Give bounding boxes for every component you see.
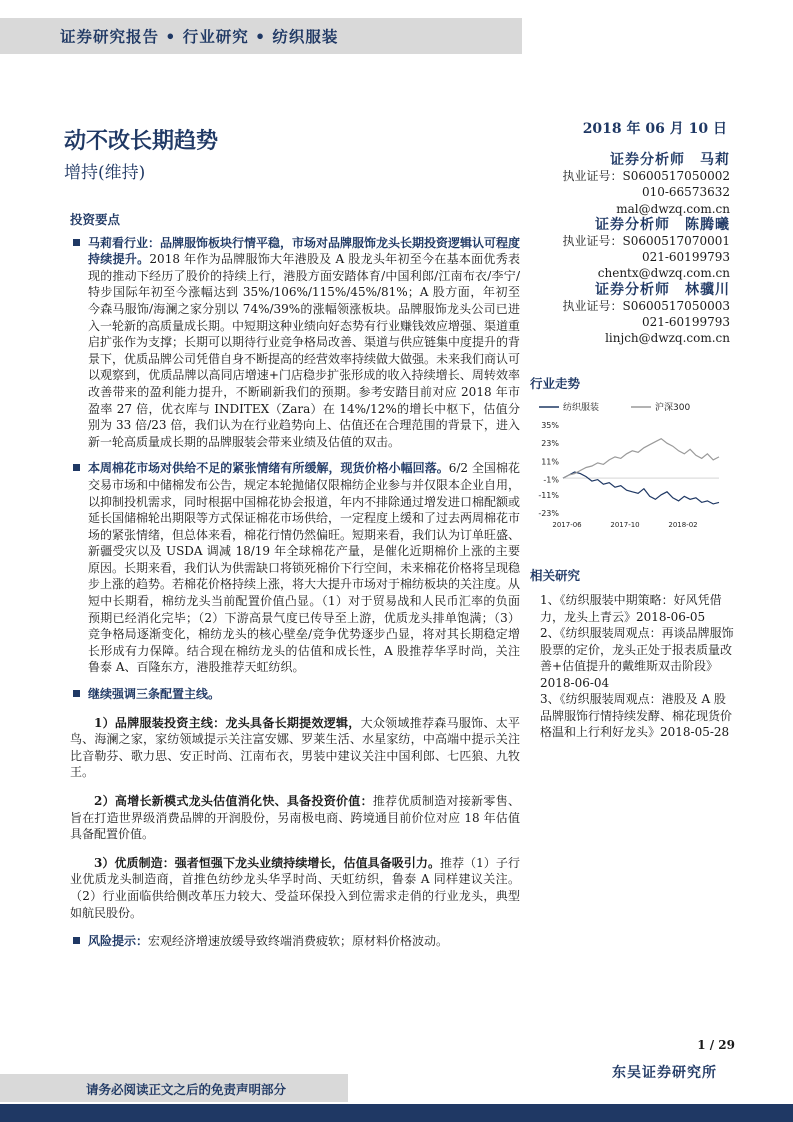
y-tick-label: 23%	[541, 439, 559, 449]
risk-lead: 风险提示：	[88, 934, 149, 949]
disclaimer-band	[0, 1074, 348, 1102]
bullet-square-icon	[73, 690, 80, 697]
bullet-square-icon	[73, 464, 80, 471]
line-body: 推荐（1）子行业优质龙头制造商，首推色纺纱龙头华孚时尚、天虹纺织，鲁泰 A 同样建议关注。（2）行业面临供给侧改革压力较大、受益环保投入到位需求走俏的行业龙头，典型如航民股份。	[70, 855, 520, 920]
series-line	[563, 472, 719, 504]
line-body: 推荐优质制造对接新零售、旨在打造世界级消费品牌的开润股份，另南极电商、跨境通目前价位对应 18 年估值具备配置价值。	[70, 794, 520, 842]
point-lead: 本周棉花市场对供给不足的紧张情绪有所缓解，现货价格小幅回落。	[88, 461, 449, 476]
y-tick-label: -11%	[538, 490, 559, 500]
line-body: 大众领域推荐森马服饰、太平鸟、海澜之家，家纺领域提示关注富安娜、罗莱生活、水星家纺，中高端中提示关注比音勒芬、歌力思、安正时尚、江南布衣，男装中建议关注中国利郎、七匹狼、九牧王。	[70, 715, 520, 780]
report-title: 动不改长期趋势	[64, 128, 219, 154]
bullet-square-icon	[73, 937, 80, 944]
analyst-email[interactable]: linjch@dwzq.com.cn	[605, 331, 730, 346]
line-lead: 3）优质制造：强者恒强下龙头业绩持续增长，估值具备吸引力。	[94, 855, 441, 870]
risk-body: 宏观经济增速放缓导致终端消费疲软；原材料价格波动。	[148, 934, 449, 949]
footer-bar	[0, 1104, 793, 1122]
analyst-cert: 执业证号：S0600517050003	[562, 298, 730, 313]
y-tick-label: 11%	[541, 457, 559, 467]
summary-point	[70, 235, 520, 451]
disclaimer-text: 请务必阅读正文之后的免责声明部分	[86, 1082, 287, 1097]
related-research-list	[540, 592, 735, 741]
allocation-line	[70, 855, 520, 921]
trend-heading: 行业走势	[530, 376, 581, 391]
line-lead: 1）品牌服装投资主线：龙头具备长期提效逻辑，	[94, 715, 361, 730]
report-date: 2018 年 06 月 10 日	[582, 121, 727, 137]
allocation-line	[70, 715, 520, 781]
legend-label: 纺织服装	[563, 403, 600, 413]
analyst-name: 证券分析师 陈腾曦	[595, 216, 730, 233]
legend-label: 沪深300	[655, 403, 691, 413]
analyst-card	[545, 282, 730, 347]
page-number: 1 / 29	[697, 1038, 735, 1052]
x-tick-label: 2017-06	[552, 521, 582, 529]
analyst-name: 证券分析师 马莉	[610, 152, 730, 168]
summary-heading: 投资要点	[70, 212, 121, 227]
analyst-card	[545, 217, 730, 282]
analyst-card	[545, 152, 730, 217]
line-lead: 2）高增长新模式龙头估值消化快、具备投资价值：	[94, 794, 373, 808]
related-heading: 相关研究	[530, 568, 581, 583]
summary-point	[70, 460, 520, 676]
industry-trend-chart	[527, 395, 727, 530]
y-tick-label: -1%	[543, 475, 559, 485]
analyst-name: 证券分析师 林骥川	[595, 281, 730, 298]
allocation-line	[70, 793, 520, 843]
summary-point	[70, 686, 520, 703]
point-body: 6/2 全国棉花交易市场和中储棉发布公告，规定本轮抛储仅限棉纺企业参与并仅限本企业自用，以抑制投机需求，同时根据中国棉花协会报道，年内不排除通过增发进口棉配额或延长国储棉轮出期限等方式保证棉花市场供给，一定程度上缓和了过去两周棉花市场的紧张情绪，但总体来看，棉花行情仍然偏旺。短期来看，我们认为订单旺盛、新疆受灾以及 USDA 调减 18/19 年全球棉花产量，是催化近期棉价上涨的主要原因。长期来看，我们认为供需缺口将锁死棉价下行空间，未来棉花价格将呈现稳步上涨的趋势。若棉花价格持续上涨，将大大提升市场对于棉纺板块的关注度。从短中长期看，棉纺龙头当前配置价值凸显。（1）对于贸易战和人民币汇率的负面预期已经消化完毕；（2）下游高景气度已传导至上游，优质龙头排单饱满；（3）竞争格局逐渐变化，棉纺龙头的核心壁垒/竞争优势逐步凸显，将对其长期稳定增长形成有力保障。结合现在棉纺龙头的估值和成长性，A 股推荐华孚时尚，关注鲁泰 A、百隆东方，港股推荐天虹纺织。	[88, 461, 521, 675]
related-item[interactable]: 2、《纺织服装周观点：再谈品牌服饰股票的定价，龙头正处于报表质量改善+估值提升的戴维斯双击阶段》2018-06-04	[540, 626, 734, 690]
analyst-cert: 执业证号：S0600517070001	[562, 234, 730, 249]
series-line	[563, 439, 719, 478]
analyst-cert: 执业证号：S0600517050002	[562, 169, 730, 184]
analyst-list	[545, 152, 730, 346]
related-item[interactable]: 3、《纺织服装周观点：港股及 A 股品牌服饰行情持续发酵、棉花现货价格温和上行利好龙头》2018-05-28	[540, 692, 733, 739]
header-breadcrumb: 证券研究报告 • 行业研究 • 纺织服装	[60, 27, 339, 46]
analyst-phone: 021-60199793	[641, 250, 730, 265]
analyst-phone: 010-66573632	[641, 185, 730, 200]
y-tick-label: -23%	[538, 509, 559, 518]
bullet-square-icon	[73, 239, 80, 246]
risk-note	[70, 933, 520, 950]
y-tick-label: 35%	[541, 421, 559, 430]
analyst-email[interactable]: mal@dwzq.com.cn	[616, 201, 730, 216]
point-lead: 马莉看行业：品牌服饰板块行情平稳，市场对品牌服饰龙头长期投资逻辑认可程度持续提升。	[88, 235, 521, 267]
x-tick-label: 2018-02	[668, 521, 698, 529]
point-body: 2018 年作为品牌服饰大年港股及 A 股龙头年初至今在基本面优秀表现的推动下经历了股价的持续上行，港股方面安踏体育/中国利郎/江南布衣/李宁/特步国际年初至今涨幅达到 35%/106%/115%/45%/81%；A 股方面，年初至今森马服饰/海澜之家分别以 74%/39%的涨幅领涨板块。品牌服饰龙头公司已进入一轮新的高质量成长期。中短期这种业绩向好态势有行业赚钱效应增强、渠道重启扩张作为支撑；长期可以期待行业竞争格局改善、渠道与供应链集中度提升的背景下，优质品牌公司凭借自身不断提高的经营效率持续做大做强。未来我们商认可以观察到，优质品牌以高同店增速+门店稳步扩张形成的收入持续增长、周转效率改善带来的盈利能力提升，不断刷新我们的预期。参考安踏目前对应 2018 年市盈率 27 倍，优衣库与 INDITEX（Zara）在 14%/12%的增长中枢下，估值分别为 33 倍/23 倍，我们认为在行业趋势向上、估值还在合理范围的背景下，进入新一轮高质量成长期的品牌服装会带来业绩及估值的双击。	[88, 252, 521, 449]
point-lead: 继续强调三条配置主线。	[88, 687, 221, 702]
analyst-phone: 021-60199793	[641, 315, 730, 330]
report-rating: 增持(维持)	[64, 163, 146, 183]
header-band	[0, 18, 522, 54]
firm-name: 东吴证券研究所	[612, 1065, 717, 1081]
x-tick-label: 2017-10	[610, 521, 640, 529]
report-body	[70, 212, 520, 950]
analyst-email[interactable]: chentx@dwzq.com.cn	[597, 266, 730, 281]
related-item[interactable]: 1、《纺织服装中期策略：好风凭借力，龙头上青云》2018-06-05	[540, 593, 722, 624]
